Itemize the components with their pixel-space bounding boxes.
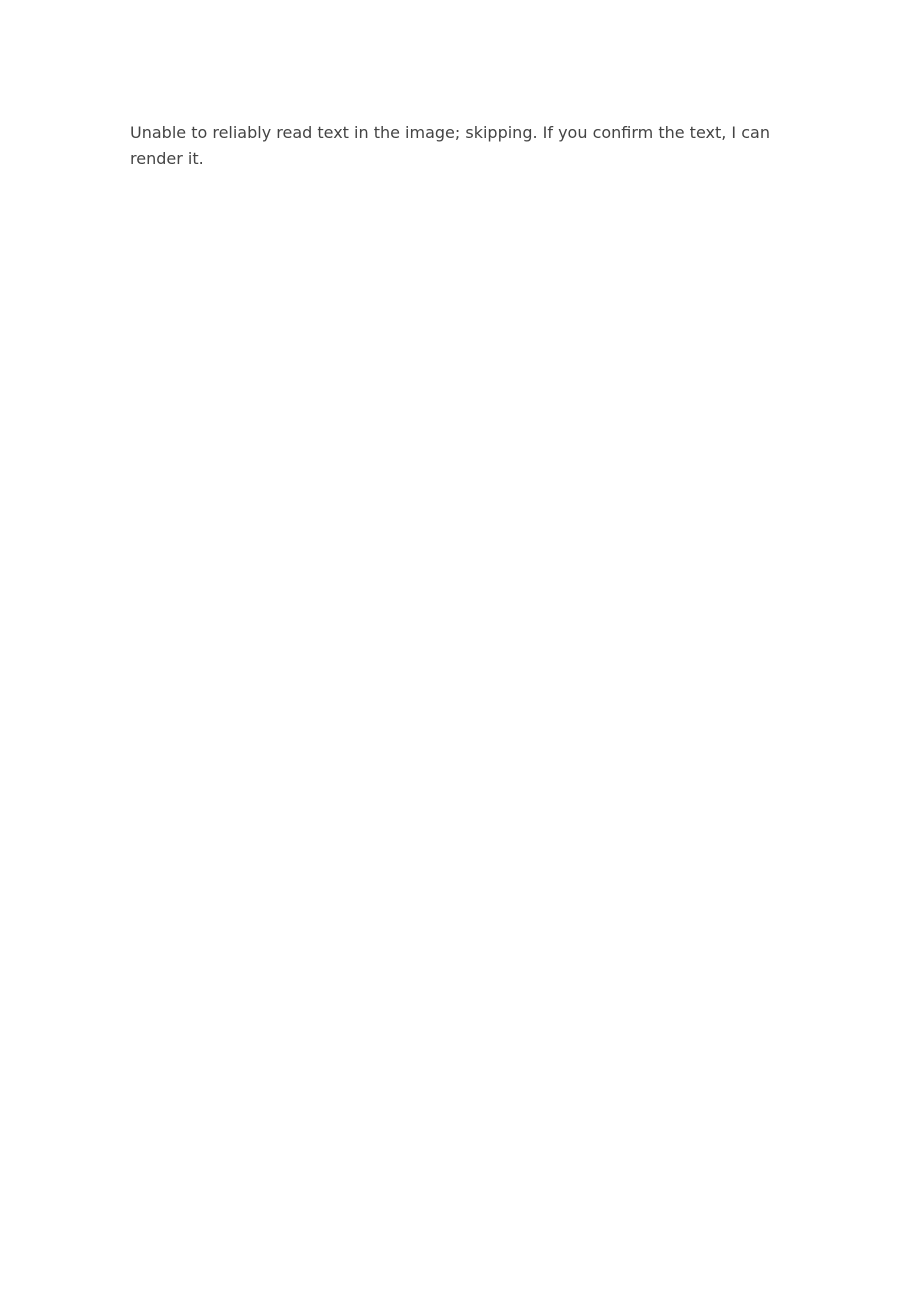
unreadable-text-notice: Unable to reliably read text in the image; skipping. If you confirm the text, I can render it.	[130, 123, 770, 168]
